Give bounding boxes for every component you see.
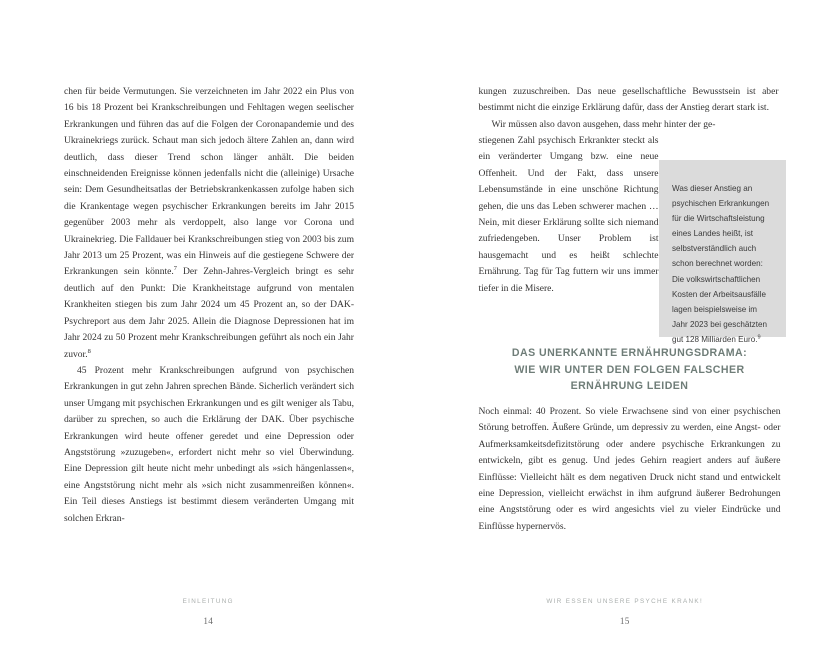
- footnote-marker-8: 8: [87, 347, 91, 355]
- sidebar-callout-text: [672, 181, 773, 347]
- paragraph-1: [64, 84, 354, 363]
- right-column-narrow-text: [479, 133, 659, 297]
- footer-right: [417, 598, 833, 626]
- paragraph-2-text: Der Zehn-Jahres-Vergleich bringt es sehr deutlich auf den Punkt: Die Krankheitstage aufgrund von mentalen Krankheiten stiegen bis zum Jahr 2024 um 45 Prozent an, so der DAK-Psychreport aus dem Jahr 2025. Allein die Diagnose Depressionen hat im Jahr 2024 zu 50 Prozent mehr Krankschreibungen geführt als noch ein Jahr zuvor.: [64, 266, 354, 360]
- footer-left: [0, 598, 417, 626]
- sidebar-callout-body: Was dieser Anstieg an psychischen Erkrankungen für die Wirtschaftsleistung eines Landes heißt, ist selbstverständlich auch schon berechnet worden: Die volkswirtschaftlichen Kosten der Arbeitsausfälle lagen beispielsweise im Jahr 2023 bei geschätzten gut 128 Milliarden Euro.: [672, 184, 770, 344]
- paragraph-wrap-start: Wir müssen also davon ausgehen, dass mehr hinter der ge-: [491, 118, 716, 130]
- running-head-left: EINLEITUNG: [182, 598, 234, 605]
- paragraph-1-text: chen für beide Vermutungen. Sie verzeichneten im Jahr 2022 ein Plus von 16 bis 18 Prozent bei Krankschreibungen und Fehltagen wegen seelischer Erkrankungen und führen das auf die Folgen der Coronapandemie und des Ukrainekriegs zurück. Schaut man sich jedoch ältere Zahlen an, dann wird deutlich, dass dieser Trend schon länger anhält. Die beiden einschneidenden Ereignisse können jedenfalls nicht die (alleinige) Ursache sein: Dem Gesundheitsatlas der Betriebskrankenkassen zufolge haben sich die Krankentage wegen psychischer Erkrankungen bereits im Jahr 2015 gegenüber 2003 mehr als verdoppelt, also lange vor Corona und Ukrainekrieg. Die Falldauer bei Krankschreibungen stieg von 2003 bis zum Jahr 2013 um 25 Prozent, was ein Hinweis auf die gestiegene Schwere der Erkrankungen sein könnte.: [64, 86, 354, 278]
- page-number-right: 15: [619, 616, 630, 626]
- paragraph-top: kungen zuzuschreiben. Das neue gesellschaftliche Bewusstsein ist aber bestimmt nicht die einzige Erklärung dafür, dass der Anstieg derart stark ist.: [478, 86, 779, 114]
- section-heading-line-1: DAS UNERKANNTE ERNÄHRUNGSDRAMA:: [511, 347, 748, 359]
- section-heading-line-3: ERNÄHRUNG LEIDEN: [570, 380, 689, 393]
- paragraph-3: [64, 363, 354, 527]
- footnote-marker-9: 9: [757, 334, 761, 341]
- running-head-right: WIR ESSEN UNSERE PSYCHE KRANK!: [546, 598, 704, 605]
- paragraph-section-body: Noch einmal: 40 Prozent. So viele Erwachsene sind von einer psychischen Störung betroffen. Äußere Gründe, um depressiv zu werden, eine Angst- oder Aufmerksamkeitsdefizitstörung oder andere psychische Erkrankungen zu entwickeln, gibt es genug. Und jedes Gehirn reagiert anders auf äußere Einflüsse: Vielleicht hält es dem negativen Druck nicht stand und entwickelt eine Depression, vielleicht erwächst in ihm aufgrund äußerer Bedrohungen eine Angststörung oder es wird angesichts viel zu vieler Eindrücke und Einflüsse hypernervös.: [478, 406, 781, 532]
- page-number-left: 14: [203, 616, 214, 626]
- right-column-top-text: [479, 84, 779, 133]
- section-heading: [479, 345, 781, 395]
- paragraph-3-text: 45 Prozent mehr Krankschreibungen aufgrund von psychischen Erkrankungen in gut zehn Jahren sprechen Bände. Sicherlich verändert sich unser Umgang mit psychischen Erkrankungen und es gilt weniger als Tabu, darüber zu sprechen, so auch die Erklärung der DAK. Über psychische Erkrankungen wird heute offener geredet und eine Depression oder Angststörung »zuzugeben«, erfordert nicht mehr so viel Überwindung. Eine Depression gilt heute nicht mehr unbedingt als »sich hängenlassen«, eine Angststörung nicht mehr als »sich nicht zusammenreißen können«. Ein Teil dieses Anstiegs ist bestimmt diesem veränderten Umgang mit solchen Erkran-: [64, 364, 354, 524]
- section-heading-line-2: WIE WIR UNTER DEN FOLGEN FALSCHER: [514, 363, 745, 376]
- footnote-marker-7: 7: [173, 265, 177, 273]
- sidebar-callout-box: [659, 160, 786, 344]
- paragraph-narrow: stiegenen Zahl psychisch Erkrankter steckt als ein veränderter Umgang bzw. eine neue Offenheit. Und der Fakt, dass unsere Lebensumstände in eine unschöne Richtung gehen, die uns das Leben schwerer machen … Nein, mit dieser Erklärung sollte sich niemand zufriedengeben. Unser Problem ist hausgemacht und es heißt schlechte Ernährung. Tag für Tag futtern wir uns immer tiefer in die Misere.: [478, 135, 659, 294]
- left-column-text: [64, 84, 354, 527]
- section-body-text: [479, 404, 781, 535]
- page-right: [417, 0, 833, 648]
